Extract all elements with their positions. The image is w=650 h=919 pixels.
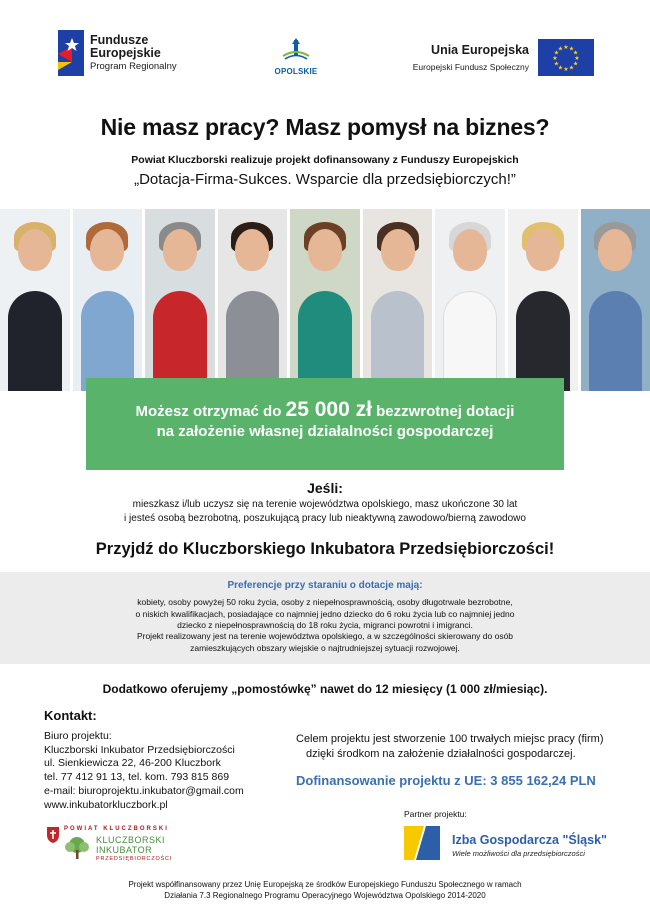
eu-star-icon: ★ xyxy=(572,50,579,57)
project-name: „Dotacja-Firma-Sukces. Wsparcie dla przedsiębiorczych!” xyxy=(134,171,516,188)
project-area-text: Projekt realizowany jest na terenie województwa opolskiego, a w szczególności skierowany do osób zamieszkujących obszary wiejskie o najtrudniejszej sytuacji rozwojowej. xyxy=(136,631,514,653)
person-photo xyxy=(581,209,650,391)
subheadline: Powiat Kluczborski realizuje projekt dofinansowany z Funduszy Europejskich xyxy=(131,154,519,166)
contact-title: Kontakt: xyxy=(44,708,97,723)
izba-logo-icon xyxy=(404,826,440,860)
bonus-text: Dodatkowo oferujemy „pomostówkę” nawet do 12 miesięcy (1 000 zł/miesiąc). xyxy=(102,682,548,696)
offer-line2: na założenie własnej działalności gospodarczej xyxy=(156,423,494,440)
conditions-title: Jeśli: xyxy=(307,480,343,496)
eu-star-icon: ★ xyxy=(553,61,560,68)
partner-tagline: Wiele możliwości dla przedsiębiorczości xyxy=(452,849,585,858)
ue-text xyxy=(395,43,529,72)
eu-star-icon: ★ xyxy=(568,65,575,72)
eu-star-icon: ★ xyxy=(552,56,558,62)
fundusze-europejskie-logo xyxy=(58,30,177,76)
fe-line3: Program Regionalny xyxy=(90,60,177,72)
person-photo xyxy=(435,209,505,391)
person-photo xyxy=(145,209,215,391)
person-photo xyxy=(290,209,360,391)
conditions-text: mieszkasz i/lub uczysz się na terenie województwa opolskiego, masz ukończone 30 lat i jesteś osobą bezrobotną, poszukującą pracy lub nieaktywną zawodowo/bierną zawodowo xyxy=(124,499,526,524)
preferences-title: Preferencje przy staraniu o dotacje mają: xyxy=(227,580,423,591)
eu-star-icon: ★ xyxy=(574,56,580,62)
powiat-crest-icon xyxy=(46,826,60,844)
opolskie-text: OPOLSKIE xyxy=(274,67,318,76)
email-link[interactable]: e-mail: biuroprojektu.inkubator@gmail.com xyxy=(44,785,244,797)
eu-star-icon: ★ xyxy=(568,46,575,53)
ue-subtitle: Europejski Fundusz Społeczny xyxy=(412,62,529,72)
offer-amount: 25 000 zł xyxy=(285,398,372,421)
headline: Nie masz pracy? Masz pomysł na biznes? xyxy=(100,114,550,140)
website-link[interactable]: www.inkubatorkluczbork.pl xyxy=(44,798,168,811)
person-photo xyxy=(508,209,578,391)
eu-star-icon: ★ xyxy=(553,50,560,57)
ue-title: Unia Europejska xyxy=(431,43,529,57)
offer-line1: Możesz otrzymać do 25 000 zł bezzwrotnej dotacji xyxy=(135,398,515,421)
eu-star-icon: ★ xyxy=(557,46,564,53)
partner-label: Partner projektu: xyxy=(404,809,467,819)
preferences-text: kobiety, osoby powyżej 50 roku życia, osoby z niepełnosprawnością, osoby długotrwale bezrobotne, o niskich kwalifikacjach, posiadające co najmniej jedno dziecko do 6 roku życia lub co najmniej jedno dziecko z niepełnosprawnością do 18 roku życia, migranci powrotni i imigranci. xyxy=(135,597,515,630)
opolskie-tower-icon xyxy=(281,38,311,60)
eu-star-icon: ★ xyxy=(557,65,564,72)
person-photo xyxy=(73,209,143,391)
person-photo xyxy=(0,209,70,391)
call-to-action: Przyjdź do Kluczborskiego Inkubatora Przedsiębiorczości! xyxy=(95,540,555,558)
preferences-box xyxy=(0,572,650,664)
footer-note: Projekt współfinansowany przez Unię Europejską ze środków Europejskiego Funduszu Społecznego w ramach Działania 7.3 Regionalnego Programu Operacyjnego Województwa Opolskiego 2014-2020 xyxy=(128,880,522,900)
project-goal: Celem projektu jest stworzenie 100 trwałych miejsc pracy (firm) dzięki środkom na założenie działalności gospodarczej. xyxy=(296,733,604,760)
opolskie-logo xyxy=(262,38,330,78)
contact-links xyxy=(44,785,244,812)
tree-icon xyxy=(62,836,92,860)
powiat-kluczborski-logo: POWIAT KLUCZBORSKI KLUCZBORSKI INKUBATOR PRZEDSIĘBIORCZOŚCI xyxy=(44,826,194,866)
eu-star-icon: ★ xyxy=(572,61,579,68)
offer-box xyxy=(86,378,564,470)
fe-line2: Europejskie xyxy=(90,45,161,60)
eu-flag-icon xyxy=(538,39,594,76)
eu-star-icon: ★ xyxy=(563,45,569,51)
person-photo xyxy=(218,209,288,391)
fe-line1: Fundusze xyxy=(90,32,149,47)
partner-name: Izba Gospodarcza "Śląsk" xyxy=(452,833,607,847)
people-photo-strip xyxy=(0,209,650,391)
contact-address: Biuro projektu: Kluczborski Inkubator Przedsiębiorczości ul. Sienkiewicza 22, 46-200 Kluczbork tel. 77 412 91 13, tel. kom. 793 815 869 xyxy=(44,730,235,783)
person-photo xyxy=(363,209,433,391)
fe-flag-icon xyxy=(58,30,84,76)
funding-amount: Dofinansowanie projektu z UE: 3 855 162,24 PLN xyxy=(296,773,596,788)
eu-star-icon: ★ xyxy=(563,67,569,73)
